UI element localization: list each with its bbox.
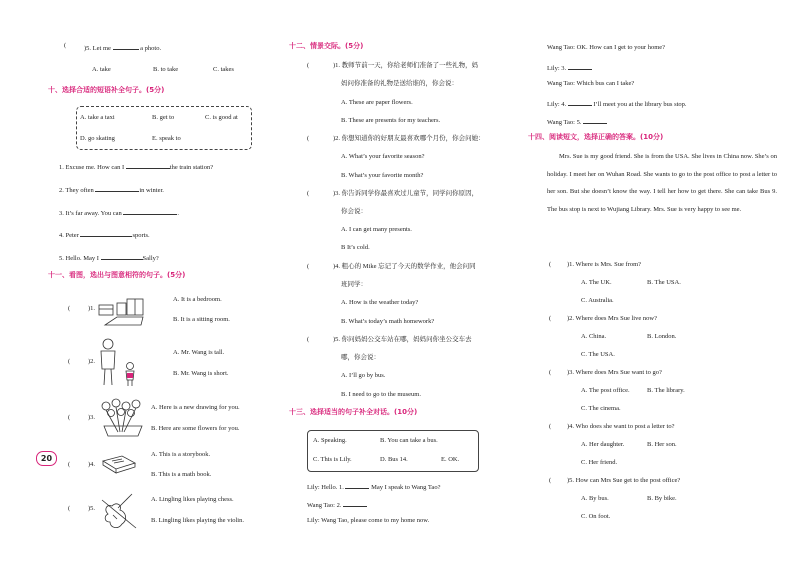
option-a[interactable]: A. This is a storybook.: [151, 451, 211, 458]
paren[interactable]: (: [307, 62, 310, 69]
blank[interactable]: [568, 62, 592, 70]
violin-picture: [98, 490, 142, 534]
option-b[interactable]: B. Mr. Wang is short.: [173, 370, 229, 377]
option-b[interactable]: B. The library.: [647, 387, 685, 394]
paren[interactable]: (: [68, 505, 71, 512]
storybook-picture: [100, 453, 138, 475]
item-number: )5.: [88, 505, 96, 512]
blank[interactable]: [568, 98, 592, 106]
question-line: 妈问你准备的礼物是送给谁的，你会说：: [341, 80, 458, 87]
option-a[interactable]: A. Her daughter.: [581, 441, 625, 448]
paren[interactable]: (: [549, 369, 552, 376]
option-b[interactable]: B. What’s today’s math homework?: [341, 318, 435, 325]
dialog-line-2: Wang Tao: 2.: [307, 499, 367, 510]
flowers-picture: [98, 398, 146, 438]
option-b[interactable]: B It’s cold.: [341, 244, 370, 251]
question-line: 班同学：: [341, 281, 367, 288]
dialog-line-7: Lily: 4. I’ll meet you at the library bus stop.: [547, 98, 687, 109]
option-a[interactable]: A. The UK.: [581, 279, 612, 286]
option-c[interactable]: C. takes: [213, 66, 234, 73]
sentence-a: A. Speaking.: [313, 437, 347, 444]
living-room-picture: [97, 295, 149, 331]
option-a[interactable]: A. I’ll go by bus.: [341, 372, 386, 379]
dialog-line-8: Wang Tao: 5.: [547, 116, 607, 127]
dialog-line-4: Wang Tao: OK. How can I get to your home?: [547, 44, 666, 51]
question-line: )3. 你告诉同学你最喜欢过儿童节，同学问你原因，: [333, 190, 479, 197]
dialog-line-5: Lily: 3.: [547, 62, 592, 73]
dialog-line-1: Lily: Hello. 1. May I speak to Wang Tao?: [307, 481, 440, 492]
option-a[interactable]: A. What’s your favorite season?: [341, 153, 425, 160]
section-11-title: 十一、看图，选出与图意相符的句子。(5分): [48, 271, 186, 279]
paren[interactable]: (: [549, 423, 552, 430]
blank[interactable]: [113, 42, 139, 50]
option-a[interactable]: A. The post office.: [581, 387, 630, 394]
s10-q5: 5. Hello. May I Sally?: [59, 252, 159, 263]
phrase-d: D. go skating: [80, 135, 115, 142]
item-number: )4.: [88, 461, 96, 468]
option-a[interactable]: A. How is the weather today?: [341, 299, 419, 306]
paren[interactable]: (: [68, 305, 71, 312]
phrase-c: C. is good at: [205, 114, 238, 121]
phrase-e: E. speak to: [152, 135, 181, 142]
sentence-b: B. You can take a bus.: [380, 437, 438, 444]
question-line: 你会说：: [341, 208, 367, 215]
blank[interactable]: [583, 116, 607, 124]
section-12-title: 十二、情景交际。(5分): [289, 42, 364, 50]
paren[interactable]: (: [307, 336, 310, 343]
s10-q4: 4. Peter sports.: [59, 229, 150, 240]
option-c[interactable]: C. The USA.: [581, 351, 615, 358]
option-a[interactable]: A. take: [92, 66, 111, 73]
section-14-title: 十四、阅读短文，选择正确的答案。(10分): [528, 133, 664, 141]
option-c[interactable]: C. Her friend.: [581, 459, 618, 466]
dialog-line-3: Lily: Wang Tao, please come to my home now.: [307, 517, 430, 524]
option-b[interactable]: B. What’s your favorite month?: [341, 172, 424, 179]
blank[interactable]: [123, 207, 177, 215]
option-b[interactable]: B. to take: [153, 66, 179, 73]
blank[interactable]: [80, 229, 132, 237]
question: )1. Where is Mrs. Sue from?: [567, 261, 642, 268]
question-line: )2. 你想知道你的好朋友最喜欢哪个月份，你会问她：: [333, 135, 485, 142]
question: )5. How can Mrs Sue get to the post office?: [567, 477, 681, 484]
option-a[interactable]: A. By bus.: [581, 495, 609, 502]
item-number: )1.: [88, 305, 96, 312]
blank[interactable]: [95, 184, 139, 192]
phrase-b: B. get to: [152, 114, 175, 121]
question: )2. Where does Mrs Sue live now?: [567, 315, 657, 322]
option-a[interactable]: A. Mr. Wang is tall.: [173, 349, 225, 356]
paren[interactable]: (: [307, 263, 310, 270]
option-a[interactable]: A. Lingling likes playing chess.: [151, 496, 234, 503]
option-c[interactable]: C. The cinema.: [581, 405, 621, 412]
item-number: )2.: [88, 358, 96, 365]
page-number: 20: [36, 451, 57, 466]
question: )3. Where does Mrs Sue want to go?: [567, 369, 662, 376]
s10-q2: 2. They often in winter.: [59, 184, 164, 195]
question-text: )5. Let me a photo.: [84, 42, 161, 53]
option-a[interactable]: A. These are paper flowers.: [341, 99, 413, 106]
paren[interactable]: (: [68, 414, 71, 421]
option-c[interactable]: C. On foot.: [581, 513, 611, 520]
paren[interactable]: (: [549, 261, 552, 268]
option-c[interactable]: C. Australia.: [581, 297, 614, 304]
option-b[interactable]: B. Her son.: [647, 441, 677, 448]
s10-q3: 3. It’s far away. You can .: [59, 207, 179, 218]
question-line: 哪，你会说：: [341, 354, 380, 361]
sentence-e: E. OK.: [441, 456, 460, 463]
paren[interactable]: (: [68, 461, 71, 468]
paren[interactable]: (: [549, 315, 552, 322]
blank[interactable]: [343, 499, 367, 507]
item-number: )3.: [88, 414, 96, 421]
s10-q1: 1. Excuse me. How can I the train station?: [59, 161, 213, 172]
blank[interactable]: [345, 481, 369, 489]
option-b[interactable]: B. Here are some flowers for you.: [151, 425, 240, 432]
phrase-a: A. take a taxi: [80, 114, 115, 121]
option-b[interactable]: B. These are presents for my teachers.: [341, 117, 441, 124]
option-a[interactable]: A. China.: [581, 333, 607, 340]
paren[interactable]: (: [307, 190, 310, 197]
option-b[interactable]: B. I need to go to the museum.: [341, 391, 421, 398]
question-line: )1. 教师节前一天，你给老师们准备了一些礼物，妈: [333, 62, 479, 69]
reading-passage: Mrs. Sue is my good friend. She is from the USA. She lives in China now. She’s on holiday. I meet her on Wuhan Road. She wants to go to the post office to post a letter to her son. But she doesn’t know the way. I tell her how to get there. She can take Bus 9. The bus stop is next to Wujiang Library. Mrs. Sue is very happy to see me.: [547, 153, 777, 213]
sentence-d: D. Bus 14.: [380, 456, 408, 463]
option-a[interactable]: A. It is a bedroom.: [173, 296, 222, 303]
paren[interactable]: (: [307, 135, 310, 142]
option-b[interactable]: B. It is a sitting room.: [173, 316, 230, 323]
option-b[interactable]: B. Lingling likes playing the violin.: [151, 517, 244, 524]
paren[interactable]: (: [68, 358, 71, 365]
option-a[interactable]: A. Here is a new drawing for you.: [151, 404, 240, 411]
section-13-title: 十三、选择适当的句子补全对话。(10分): [289, 408, 418, 416]
option-b[interactable]: B. This is a math book.: [151, 471, 212, 478]
question-line: )5. 你问妈妈公交车站在哪，妈妈问你坐公交车去: [333, 336, 472, 343]
option-b[interactable]: B. London.: [647, 333, 677, 340]
section-10-title: 十、选择合适的短语补全句子。(5分): [48, 86, 165, 94]
question: )4. Who does she want to post a letter to?: [567, 423, 675, 430]
phrase-box: [76, 106, 252, 150]
question-line: )4. 粗心的 Mike 忘记了今天的数学作业，他会问同: [333, 263, 476, 270]
option-b[interactable]: B. By bike.: [647, 495, 677, 502]
dialog-line-6: Wang Tao: Which bus can I take?: [547, 80, 635, 87]
sentence-c: C. This is Lily.: [313, 456, 352, 463]
option-b[interactable]: B. The USA.: [647, 279, 681, 286]
option-a[interactable]: A. I can get many presents.: [341, 226, 412, 233]
blank[interactable]: [126, 161, 170, 169]
paren[interactable]: (: [549, 477, 552, 484]
tall-man-and-child-picture: [96, 337, 142, 389]
blank[interactable]: [101, 252, 143, 260]
paren[interactable]: (: [64, 42, 67, 49]
